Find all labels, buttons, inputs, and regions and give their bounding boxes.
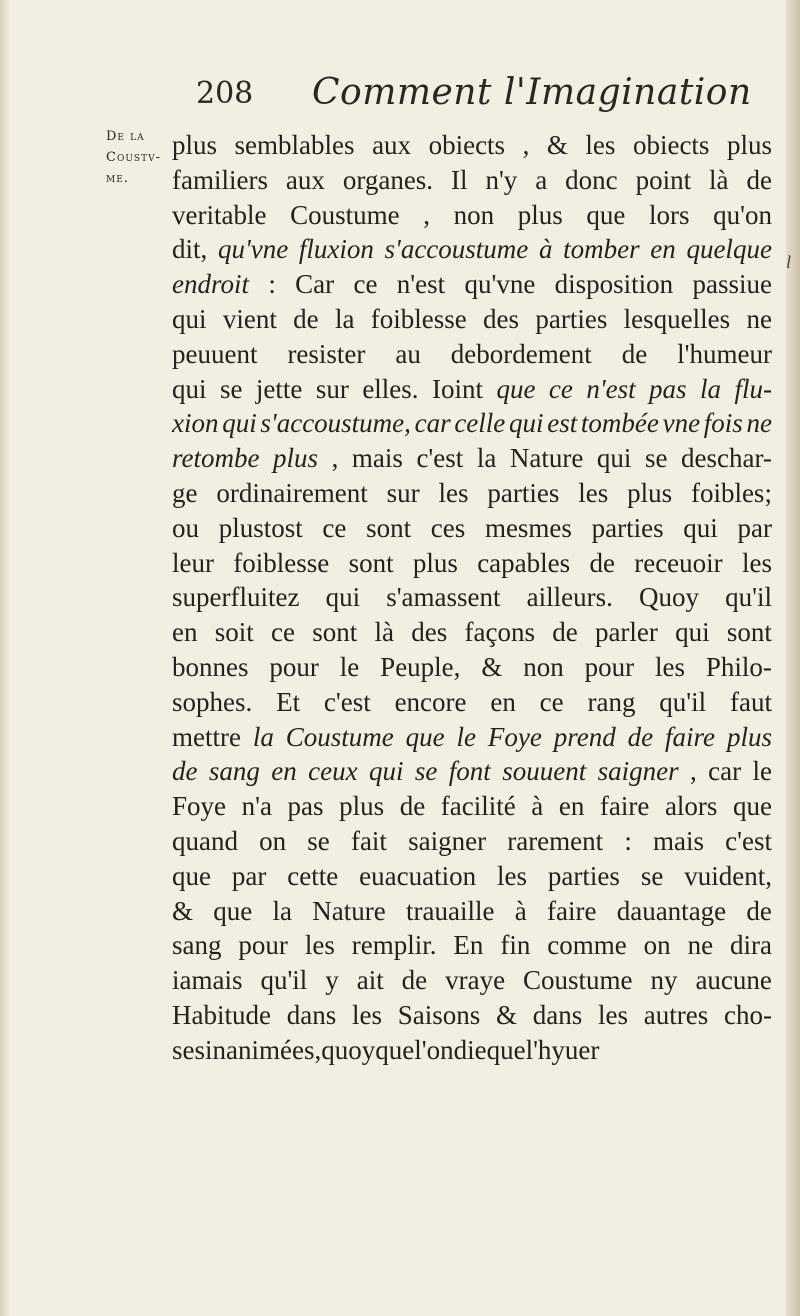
word: donc (565, 164, 618, 195)
italic-word: endroit (172, 269, 249, 300)
word: ces (430, 512, 466, 543)
word: se (644, 443, 668, 474)
word: parties (535, 303, 608, 334)
word: en (490, 686, 516, 717)
italic-word: Foye (487, 721, 542, 752)
word: Et (276, 686, 301, 717)
word: familiers (172, 164, 268, 195)
word: Nature (312, 895, 386, 926)
word: sont (312, 617, 358, 648)
word: comme (547, 930, 627, 961)
word: se (219, 373, 243, 404)
word: le (752, 756, 772, 787)
text-line (172, 859, 772, 894)
text-line (172, 546, 772, 581)
italic-word: est (547, 408, 578, 439)
italic-word: qui (509, 408, 544, 439)
word: n'est (396, 269, 446, 300)
text-line (172, 894, 772, 929)
word: plus (172, 130, 218, 160)
word: par (231, 860, 267, 891)
italic-word: qui (222, 408, 257, 439)
word: Habitude (172, 999, 271, 1030)
word: & (546, 130, 568, 160)
word: dit, (172, 234, 208, 265)
word: aucune (695, 965, 772, 996)
word: la (334, 303, 355, 334)
word: de (552, 617, 578, 648)
word: inanimées, (205, 1034, 322, 1065)
text-line (172, 928, 772, 963)
word: y (325, 965, 339, 996)
word: Foye (172, 791, 226, 822)
word: dira (730, 930, 772, 961)
word: aux (372, 130, 412, 160)
word: de (589, 547, 615, 578)
italic-word: tombée (580, 408, 659, 439)
word: rarement (507, 825, 604, 856)
text-line (172, 198, 772, 233)
word: , (423, 199, 430, 230)
italic-word: en (271, 756, 297, 787)
text-line (172, 963, 772, 998)
word: non (453, 199, 495, 230)
word: de (293, 303, 319, 334)
word: Peuple, (380, 651, 461, 682)
word: ce (322, 512, 347, 543)
word: iamais (172, 965, 243, 996)
word: & (496, 999, 518, 1030)
word: point (635, 164, 692, 195)
word: ce (539, 686, 564, 717)
italic-word: souuent (502, 756, 587, 787)
word: c'est (323, 686, 371, 717)
margin-note-line: De la (106, 129, 145, 144)
word: foibles; (690, 477, 772, 508)
word: & (481, 651, 503, 682)
italic-word: faire (665, 721, 716, 752)
word: n'a (241, 791, 272, 822)
word: semblables (234, 130, 355, 160)
italic-word: flu- (734, 373, 772, 404)
italic-word: ceux (308, 756, 358, 787)
word: on (259, 825, 287, 856)
word: on (643, 930, 671, 961)
word: debordement (450, 338, 592, 369)
word: resister (287, 338, 366, 369)
italic-word: en (650, 234, 676, 265)
word: les (598, 999, 629, 1030)
word: des (411, 617, 448, 648)
word: Coustume (523, 965, 633, 996)
word: remplir. (351, 930, 437, 961)
italic-word: retombe (172, 443, 260, 474)
italic-word: que (405, 721, 445, 752)
word: saigner (408, 825, 487, 856)
word: à (514, 895, 527, 926)
italic-word: la (252, 721, 274, 752)
word: que (486, 1034, 526, 1065)
word: quand (172, 825, 238, 856)
word: s'amassent (386, 582, 501, 613)
word: qu'il (725, 582, 772, 613)
word: qui (325, 582, 361, 613)
word: lors (648, 199, 690, 230)
word: veritable (172, 199, 267, 230)
text-line (172, 511, 772, 546)
italic-word: qui (369, 756, 404, 787)
word: sont (726, 617, 772, 648)
word: qui (596, 443, 632, 474)
word: ordinairement (216, 477, 368, 508)
word: parties (547, 860, 620, 891)
italic-word: celle (454, 408, 506, 439)
word: les (497, 860, 528, 891)
word: de (401, 965, 428, 996)
word: ne (746, 303, 772, 334)
word: plus (517, 199, 563, 230)
word: se (640, 860, 664, 891)
text-line (172, 302, 772, 337)
page-number: 208 (196, 76, 254, 111)
word: de (621, 338, 648, 369)
word: , (331, 443, 339, 474)
italic-word: pas (649, 373, 687, 404)
word: l'humeur (677, 338, 772, 369)
text-line (172, 163, 772, 198)
text-line (172, 789, 772, 824)
italic-word: plus (273, 443, 319, 474)
word: Coustume (290, 199, 400, 230)
word: là (709, 164, 729, 195)
text-line (172, 754, 772, 789)
word: ce (271, 617, 295, 648)
word: car (708, 756, 742, 787)
word: se (307, 825, 330, 856)
italic-word: tomber (563, 234, 640, 265)
word: Car (295, 269, 335, 300)
word: faire (547, 895, 597, 926)
italic-word: de (172, 756, 198, 787)
word: pour (269, 651, 319, 682)
word: l'hyuer (525, 1034, 600, 1065)
text-line (172, 685, 772, 720)
word: Philo- (705, 651, 772, 682)
text-line (172, 267, 772, 302)
word: quoy (321, 1034, 376, 1065)
word: deschar- (681, 443, 772, 474)
italic-word: prend (553, 721, 616, 752)
word: les (351, 999, 382, 1030)
word: , (689, 756, 697, 787)
word: faire (599, 791, 650, 822)
italic-word: quelque (686, 234, 772, 265)
text-line (172, 824, 772, 859)
word: die (453, 1034, 487, 1065)
margin-stray-mark: l (786, 252, 792, 272)
text-line (172, 406, 772, 441)
word: sur (386, 477, 420, 508)
word: capables (477, 547, 571, 578)
word: rang (587, 686, 636, 717)
word: qu'vne (464, 269, 536, 300)
word: vient (222, 303, 277, 334)
word: disposition (554, 269, 674, 300)
word: ge (172, 477, 198, 508)
word: Il (451, 164, 468, 195)
word: Quoy (638, 582, 699, 613)
word: en (558, 791, 585, 822)
word: leur (172, 547, 214, 578)
word: cette (287, 860, 339, 891)
text-line (172, 476, 772, 511)
word: fin (500, 930, 531, 961)
margin-note-line: me. (106, 171, 129, 186)
word: : (624, 825, 632, 856)
word: que (733, 791, 772, 822)
word: mesmes (484, 512, 572, 543)
word: c'est (725, 825, 772, 856)
word: dans (286, 999, 337, 1030)
word: Ioint (432, 373, 483, 404)
running-title: Comment l'Imagination (312, 72, 752, 113)
text-line (172, 615, 772, 650)
word: que (172, 860, 211, 891)
word: c'est (416, 443, 464, 474)
word: pour (584, 651, 635, 682)
page-header (196, 72, 756, 124)
italic-word: Coustume (285, 721, 394, 752)
word: parties (487, 477, 560, 508)
word: vuident, (684, 860, 772, 891)
word: ou (172, 512, 199, 543)
word: sur (315, 373, 349, 404)
word: de (746, 895, 772, 926)
word: les (741, 547, 772, 578)
word: parties (591, 512, 664, 543)
text-line (172, 720, 772, 755)
text-line (172, 441, 772, 476)
word: parler (594, 617, 658, 648)
word: ailleurs. (526, 582, 613, 613)
word: les (585, 130, 616, 160)
text-line (172, 232, 772, 267)
word: à (531, 791, 544, 822)
word: de (746, 164, 772, 195)
word: pas (287, 791, 324, 822)
word: que (586, 199, 626, 230)
margin-note-line: Coustv- (106, 150, 161, 165)
italic-word: car (414, 408, 451, 439)
body-text (172, 128, 772, 1068)
word: mais (351, 443, 403, 474)
word: qu'on (713, 199, 772, 230)
text-line (172, 580, 772, 615)
word: pour (238, 930, 288, 961)
word: façons (464, 617, 535, 648)
italic-word: se (414, 756, 438, 787)
word: , (522, 130, 530, 160)
word: encore (394, 686, 467, 717)
italic-word: n'est (586, 373, 636, 404)
word: vraye (445, 965, 506, 996)
word: qui (683, 512, 718, 543)
word: alors (664, 791, 718, 822)
word: non (523, 651, 564, 682)
italic-word: le (456, 721, 477, 752)
word: foiblesse (233, 547, 330, 578)
word: organes. (342, 164, 434, 195)
word: sophes. (172, 686, 253, 717)
word: ny (650, 965, 678, 996)
italic-word: plus (726, 721, 772, 752)
italic-word: la (700, 373, 722, 404)
word: les (304, 930, 335, 961)
text-line (172, 650, 772, 685)
word: soit (214, 617, 254, 648)
word: les (655, 651, 685, 682)
italic-word: saigner (597, 756, 679, 787)
word: au (395, 338, 421, 369)
word: Saisons (397, 999, 481, 1030)
italic-word: à (538, 234, 553, 265)
word: receuoir (634, 547, 723, 578)
word: elles. (362, 373, 419, 404)
word: l'on (414, 1034, 454, 1065)
word: autres (643, 999, 709, 1030)
word: qu'il (659, 686, 707, 717)
word: bonnes (172, 651, 249, 682)
word: plus (627, 477, 673, 508)
word: superfluitez (172, 582, 300, 613)
word: plus (726, 130, 772, 160)
word: plustost (218, 512, 303, 543)
word: plus (412, 547, 458, 578)
word: obiects (428, 130, 506, 160)
word: & (172, 895, 194, 926)
word: peuuent (172, 338, 258, 369)
word: la (476, 443, 497, 474)
word: plus (339, 791, 385, 822)
word: ait (356, 965, 384, 996)
word: dans (532, 999, 583, 1030)
text-line (172, 337, 772, 372)
italic-word: fluxion (298, 234, 374, 265)
word: dauantage (616, 895, 727, 926)
word: a (535, 164, 548, 195)
word: le (339, 651, 360, 682)
italic-word: ne (746, 408, 772, 439)
italic-word: xion (172, 408, 219, 439)
italic-word: s'accoustume, (260, 408, 411, 439)
word: facilité (440, 791, 516, 822)
word: : (268, 269, 276, 300)
word: les (438, 477, 469, 508)
word: ne (687, 930, 714, 961)
italic-word: vne (662, 408, 701, 439)
word: sont (366, 512, 412, 543)
italic-word: que (496, 373, 536, 404)
word: la (272, 895, 293, 926)
word: ce (353, 269, 378, 300)
word: passiue (692, 269, 772, 300)
word: trauaille (406, 895, 495, 926)
word: ses (172, 1034, 205, 1065)
word: mais (652, 825, 704, 856)
word: que (375, 1034, 415, 1065)
word: par (737, 512, 772, 543)
word: foiblesse (370, 303, 467, 334)
word: de (399, 791, 426, 822)
word: qu'il (260, 965, 308, 996)
italic-word: sang (208, 756, 260, 787)
italic-word: s'accoustume (384, 234, 529, 265)
word: faut (729, 686, 772, 717)
word: les (578, 477, 609, 508)
word: lesquelles (623, 303, 731, 334)
word: En (453, 930, 484, 961)
word: qui (675, 617, 710, 648)
text-line (172, 1033, 772, 1068)
text-line (172, 998, 772, 1033)
word: cho- (724, 999, 772, 1030)
word: que (213, 895, 253, 926)
italic-word: font (448, 756, 491, 787)
page-edge-shadow (786, 0, 800, 1316)
word: sang (172, 930, 222, 961)
italic-word: qu'vne (217, 234, 289, 265)
word: euacuation (359, 860, 477, 891)
italic-word: ce (548, 373, 573, 404)
text-line (172, 372, 772, 407)
word: sont (348, 547, 394, 578)
word: aux (285, 164, 325, 195)
word: jette (255, 373, 303, 404)
word: obiects (632, 130, 710, 160)
word: des (483, 303, 520, 334)
italic-word: fois (703, 408, 743, 439)
page-gutter-shadow (0, 0, 10, 1316)
word: n'y (485, 164, 518, 195)
word: Nature (509, 443, 584, 474)
word: mettre (172, 721, 241, 752)
italic-word: de (627, 721, 654, 752)
word: là (374, 617, 394, 648)
text-line (172, 128, 772, 163)
word: fait (350, 825, 387, 856)
word: qui (172, 373, 207, 404)
word: en (172, 617, 198, 648)
word: qui (172, 303, 207, 334)
